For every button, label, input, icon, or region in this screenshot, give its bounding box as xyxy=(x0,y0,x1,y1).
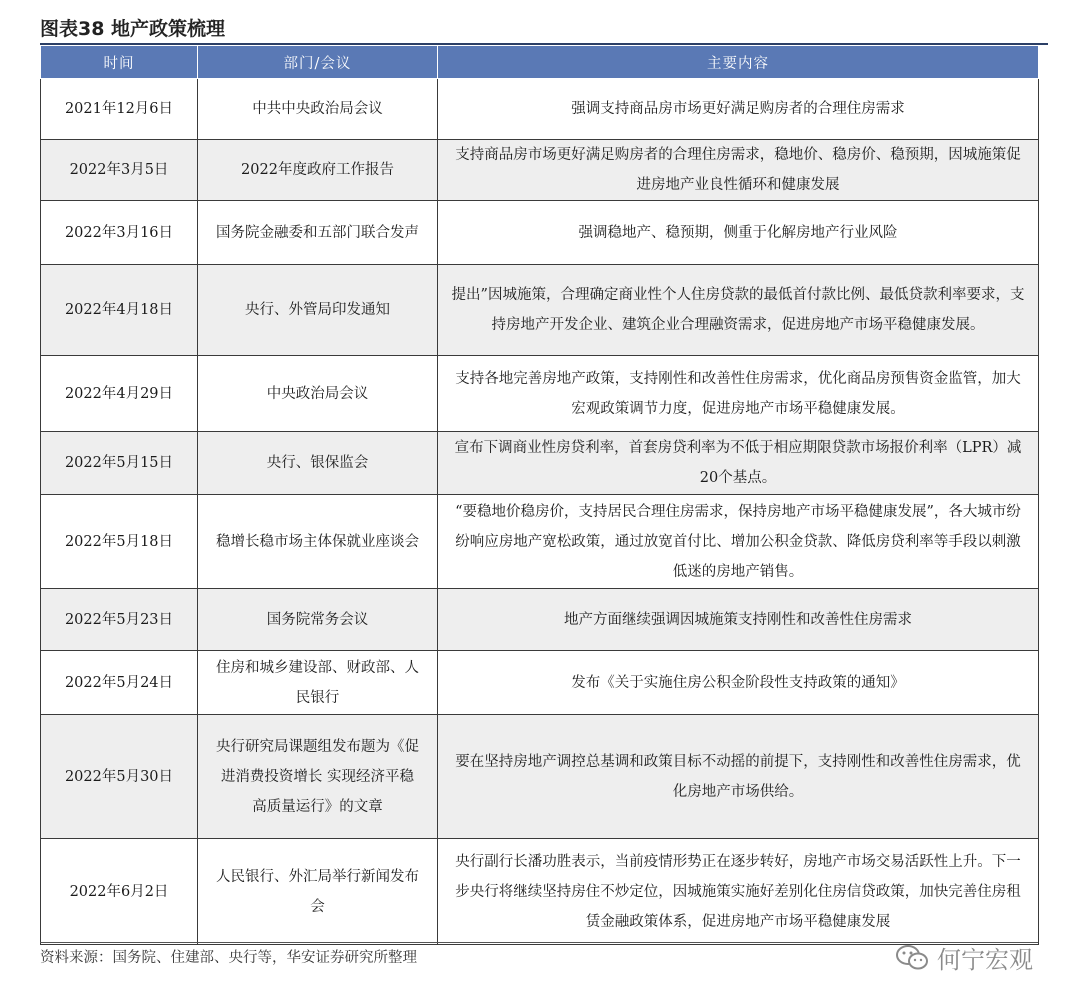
content-cell: 地产方面继续强调因城施策支持刚性和改善性住房需求 xyxy=(438,589,1039,651)
content-cell: 央行副行长潘功胜表示，当前疫情形势正在逐步转好，房地产市场交易活跃性上升。下一步央行将继续坚持房住不炒定位，因城施策实施好差别化住房信贷政策，加快完善住房租赁金融政策体系，促进房地产市场平稳健康发展 xyxy=(438,839,1039,945)
date-cell: 2022年5月24日 xyxy=(41,651,198,715)
table-row xyxy=(41,589,1039,651)
figure-title: 图表38 地产政策梳理 xyxy=(40,18,226,40)
table-row xyxy=(41,201,1039,265)
content-cell: 宣布下调商业性房贷利率，首套房贷利率为不低于相应期限贷款市场报价利率（LPR）减20个基点。 xyxy=(438,432,1039,495)
policy-table xyxy=(40,45,1039,945)
content-cell: 强调支持商品房市场更好满足购房者的合理住房需求 xyxy=(438,79,1039,140)
dept-cell: 2022年度政府工作报告 xyxy=(198,140,438,201)
column-header-content: 主要内容 xyxy=(438,46,1039,79)
table-row xyxy=(41,79,1039,140)
dept-cell: 央行、外管局印发通知 xyxy=(198,265,438,356)
column-header-dept: 部门/会议 xyxy=(198,46,438,79)
wechat-icon xyxy=(895,943,929,973)
column-header-date: 时间 xyxy=(41,46,198,79)
source-note: 资料来源：国务院、住建部、央行等，华安证券研究所整理 xyxy=(40,950,417,966)
content-cell: “要稳地价稳房价，支持居民合理住房需求，保持房地产市场平稳健康发展”，各大城市纷纷响应房地产宽松政策，通过放宽首付比、增加公积金贷款、降低房贷利率等手段以刺激低迷的房地产销售。 xyxy=(438,495,1039,589)
content-cell: 强调稳地产、稳预期，侧重于化解房地产行业风险 xyxy=(438,201,1039,265)
table-row xyxy=(41,495,1039,589)
date-cell: 2022年5月15日 xyxy=(41,432,198,495)
date-cell: 2022年4月29日 xyxy=(41,356,198,432)
date-cell: 2022年3月5日 xyxy=(41,140,198,201)
date-cell: 2022年4月18日 xyxy=(41,265,198,356)
dept-cell: 中央政治局会议 xyxy=(198,356,438,432)
dept-cell: 中共中央政治局会议 xyxy=(198,79,438,140)
table-row xyxy=(41,140,1039,201)
watermark xyxy=(895,940,1033,975)
date-cell: 2022年5月30日 xyxy=(41,715,198,839)
table-row xyxy=(41,839,1039,945)
table-row xyxy=(41,651,1039,715)
dept-cell: 人民银行、外汇局举行新闻发布会 xyxy=(198,839,438,945)
content-cell: 支持各地完善房地产政策，支持刚性和改善性住房需求，优化商品房预售资金监管，加大宏观政策调节力度，促进房地产市场平稳健康发展。 xyxy=(438,356,1039,432)
date-cell: 2022年5月23日 xyxy=(41,589,198,651)
date-cell: 2022年6月2日 xyxy=(41,839,198,945)
table-row xyxy=(41,715,1039,839)
content-cell: 支持商品房市场更好满足购房者的合理住房需求，稳地价、稳房价、稳预期，因城施策促进房地产业良性循环和健康发展 xyxy=(438,140,1039,201)
content-cell: 要在坚持房地产调控总基调和政策目标不动摇的前提下，支持刚性和改善性住房需求，优化房地产市场供给。 xyxy=(438,715,1039,839)
table-header-row xyxy=(41,46,1039,79)
table-row xyxy=(41,356,1039,432)
dept-cell: 住房和城乡建设部、财政部、人民银行 xyxy=(198,651,438,715)
table-row xyxy=(41,432,1039,495)
date-cell: 2022年5月18日 xyxy=(41,495,198,589)
content-cell: 提出”因城施策，合理确定商业性个人住房贷款的最低首付款比例、最低贷款利率要求，支持房地产开发企业、建筑企业合理融资需求，促进房地产市场平稳健康发展。 xyxy=(438,265,1039,356)
dept-cell: 央行研究局课题组发布题为《促进消费投资增长 实现经济平稳高质量运行》的文章 xyxy=(198,715,438,839)
dept-cell: 国务院金融委和五部门联合发声 xyxy=(198,201,438,265)
dept-cell: 央行、银保监会 xyxy=(198,432,438,495)
dept-cell: 国务院常务会议 xyxy=(198,589,438,651)
table-row xyxy=(41,265,1039,356)
dept-cell: 稳增长稳市场主体保就业座谈会 xyxy=(198,495,438,589)
content-cell: 发布《关于实施住房公积金阶段性支持政策的通知》 xyxy=(438,651,1039,715)
watermark-text: 何宁宏观 xyxy=(937,946,1033,974)
date-cell: 2022年3月16日 xyxy=(41,201,198,265)
bottom-rule xyxy=(40,942,1038,943)
date-cell: 2021年12月6日 xyxy=(41,79,198,140)
